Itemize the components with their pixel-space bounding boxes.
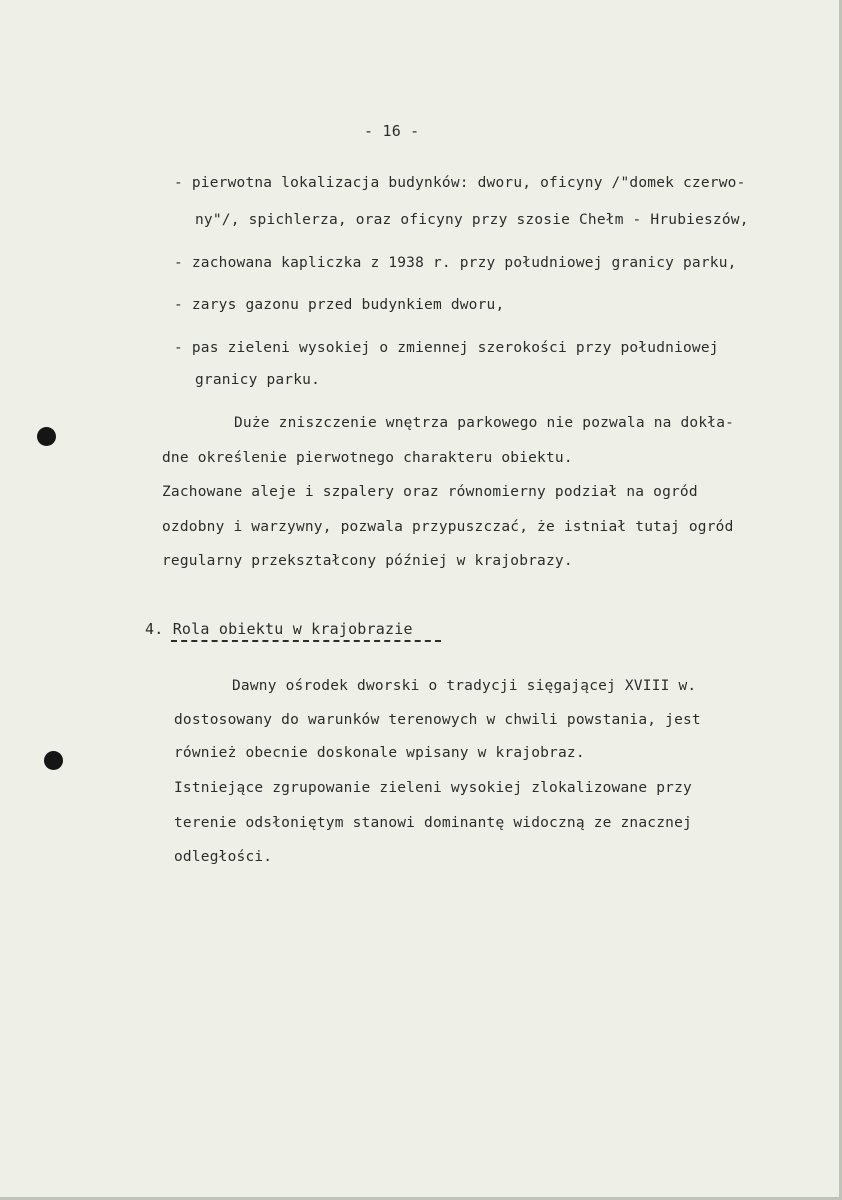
list-item-2: - zachowana kapliczka z 1938 r. przy południowej granicy parku,: [174, 255, 737, 271]
page-number: - 16 -: [364, 122, 420, 140]
paragraph-2-line-2: ozdobny i warzywny, pozwala przypuszczać, że istniał tutaj ogród: [162, 519, 734, 535]
paragraph-3-line-1: Dawny ośrodek dworski o tradycji sięgającej XVIII w.: [232, 678, 697, 694]
list-item-1-line-1: - pierwotna lokalizacja budynków: dworu, oficyny /"domek czerwo-: [174, 175, 746, 191]
punch-hole-bottom: [44, 751, 63, 770]
paragraph-3-line-5: terenie odsłoniętym stanowi dominantę widoczną ze znacznej: [174, 815, 692, 831]
paragraph-3-line-2: dostosowany do warunków terenowych w chwili powstania, jest: [174, 712, 701, 728]
paragraph-3-line-6: odległości.: [174, 849, 273, 865]
paragraph-2-line-1: Zachowane aleje i szpalery oraz równomierny podział na ogród: [162, 484, 698, 500]
section-heading-text: 4. Rola obiektu w krajobrazie: [145, 620, 413, 638]
paragraph-3-line-3: również obecnie doskonale wpisany w krajobraz.: [174, 745, 585, 761]
section-heading: [145, 620, 413, 638]
paragraph-1-line-1: Duże zniszczenie wnętrza parkowego nie pozwala na dokła-: [234, 415, 735, 431]
paragraph-2-line-3: regularny przekształcony później w krajobrazy.: [162, 553, 573, 569]
list-item-1-line-2: ny"/, spichlerza, oraz oficyny przy szosie Chełm - Hrubieszów,: [195, 212, 749, 228]
list-item-4-line-2: granicy parku.: [195, 372, 321, 388]
list-item-4-line-1: - pas zieleni wysokiej o zmiennej szerokości przy południowej: [174, 340, 719, 356]
heading-underline: [171, 640, 441, 642]
punch-hole-top: [37, 427, 56, 446]
paragraph-3-line-4: Istniejące zgrupowanie zieleni wysokiej zlokalizowane przy: [174, 780, 692, 796]
paragraph-1-line-2: dne określenie pierwotnego charakteru obiektu.: [162, 450, 573, 466]
list-item-3: - zarys gazonu przed budynkiem dworu,: [174, 297, 505, 313]
